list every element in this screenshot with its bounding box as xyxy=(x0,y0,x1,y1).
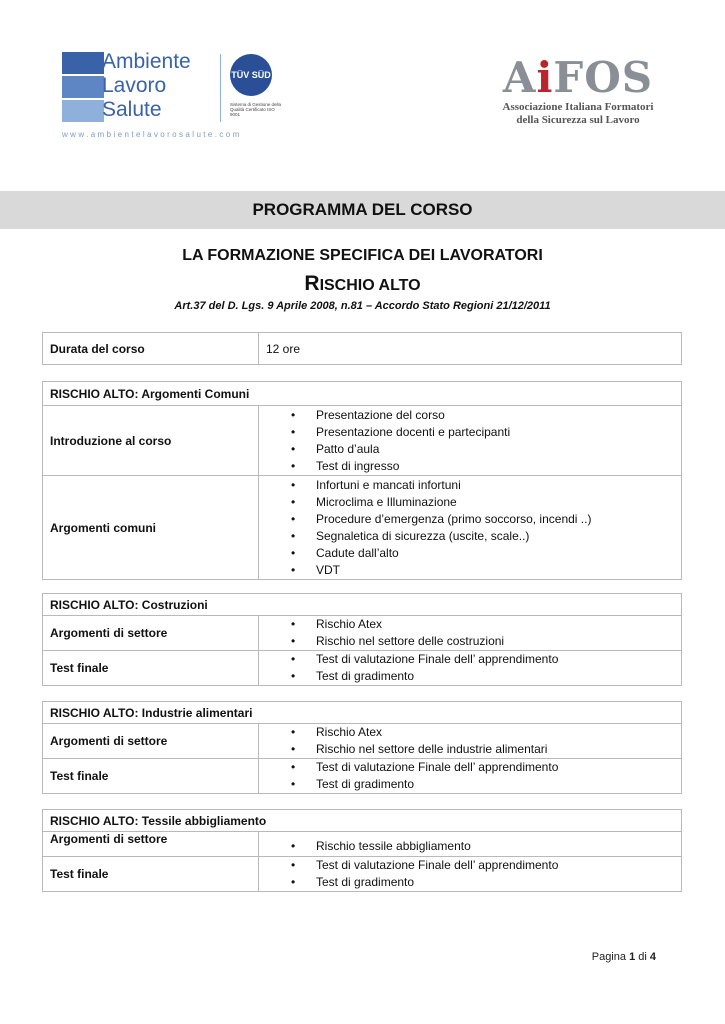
table-row xyxy=(43,405,681,475)
list-item: • Rischio Atex xyxy=(266,616,681,633)
table-row xyxy=(43,333,681,364)
list-item: • Test di gradimento xyxy=(266,776,681,793)
topic-list xyxy=(266,856,681,892)
table-row xyxy=(43,856,681,891)
list-item: • Microclima e Illuminazione xyxy=(266,494,681,511)
row-label: Test finale xyxy=(43,651,259,685)
list-item: • Segnaletica di sicurezza (uscite, scale..) xyxy=(266,528,681,545)
list-item: • Test di gradimento xyxy=(266,668,681,685)
table-row xyxy=(43,650,681,685)
topic-list xyxy=(266,650,681,686)
list-item: • Test di ingresso xyxy=(266,458,681,475)
course-reference: Art.37 del D. Lgs. 9 Aprile 2008, n.81 – Accordo Stato Regioni 21/12/2011 xyxy=(174,300,551,312)
list-item: • Test di valutazione Finale dell’ apprendimento xyxy=(266,759,681,776)
comuni-table xyxy=(42,381,682,580)
list-item: • Patto d’aula xyxy=(266,441,681,458)
topic-list xyxy=(266,476,681,580)
row-label: Argomenti di settore xyxy=(43,832,259,856)
row-label: Introduzione al corso xyxy=(43,406,259,475)
table-row xyxy=(43,831,681,856)
list-item: • Presentazione del corso xyxy=(266,407,681,424)
list-item: • Test di valutazione Finale dell’ apprendimento xyxy=(266,857,681,874)
durata-label: Durata del corso xyxy=(43,333,259,364)
tessile-header: RISCHIO ALTO: Tessile abbigliamento xyxy=(50,813,267,828)
list-item: • Rischio Atex xyxy=(266,724,681,741)
logo-divider xyxy=(220,54,221,122)
durata-value: 12 ore xyxy=(266,341,301,356)
topic-list xyxy=(266,758,681,794)
aifos-logo xyxy=(488,55,668,130)
table-row xyxy=(43,723,681,758)
durata-table xyxy=(42,332,682,365)
list-item: • VDT xyxy=(266,562,681,579)
course-title: LA FORMAZIONE SPECIFICA DEI LAVORATORI xyxy=(182,247,543,264)
list-item: • Cadute dall’alto xyxy=(266,545,681,562)
aifos-subtitle-2: della Sicurezza sul Lavoro xyxy=(516,114,640,126)
list-item: • Procedure d’emergenza (primo soccorso, incendi ..) xyxy=(266,511,681,528)
topic-list xyxy=(266,406,681,476)
tessile-table xyxy=(42,809,682,892)
list-item: • Test di valutazione Finale dell’ apprendimento xyxy=(266,651,681,668)
table-row xyxy=(43,475,681,579)
row-label: Argomenti comuni xyxy=(43,476,259,579)
list-item: • Presentazione docenti e partecipanti xyxy=(266,424,681,441)
costruzioni-header: RISCHIO ALTO: Costruzioni xyxy=(50,597,208,612)
aifos-wordmark: AiFOS xyxy=(502,53,654,102)
alimentari-table xyxy=(42,701,682,794)
table-row xyxy=(43,758,681,793)
costruzioni-table xyxy=(42,593,682,686)
logo-url: www.ambientelavorosalute.com xyxy=(62,130,242,139)
logo-wordmark: Ambiente Lavoro Salute xyxy=(102,50,191,121)
row-label: Argomenti di settore xyxy=(43,724,259,758)
topic-list xyxy=(266,723,681,759)
table-row xyxy=(43,615,681,650)
topic-list xyxy=(266,615,681,651)
row-label: Argomenti di settore xyxy=(43,616,259,650)
tuv-caption: Sistema di Gestione della Qualità Certificato ISO 9001 xyxy=(230,102,282,117)
row-label: Test finale xyxy=(43,759,259,793)
list-item: • Rischio nel settore delle industrie alimentari xyxy=(266,741,681,758)
page-number: Pagina 1 di 4 xyxy=(591,951,656,963)
list-item: • Test di gradimento xyxy=(266,874,681,891)
ambiente-lavoro-salute-logo xyxy=(62,50,282,142)
course-subtitle: RISCHIO ALTO xyxy=(304,272,421,295)
comuni-header: RISCHIO ALTO: Argomenti Comuni xyxy=(50,386,250,401)
logo-blocks xyxy=(62,52,104,124)
list-item: • Rischio nel settore delle costruzioni xyxy=(266,633,681,650)
list-item: • Infortuni e mancati infortuni xyxy=(266,477,681,494)
banner-title: PROGRAMMA DEL CORSO xyxy=(252,200,473,219)
tuv-certification-badge: TÜV SÜD xyxy=(230,54,272,96)
alimentari-header: RISCHIO ALTO: Industrie alimentari xyxy=(50,705,253,720)
list-item: • Rischio tessile abbigliamento xyxy=(266,838,681,855)
topic-list xyxy=(266,837,681,856)
row-label: Test finale xyxy=(43,857,259,891)
aifos-subtitle-1: Associazione Italiana Formatori xyxy=(502,101,654,113)
